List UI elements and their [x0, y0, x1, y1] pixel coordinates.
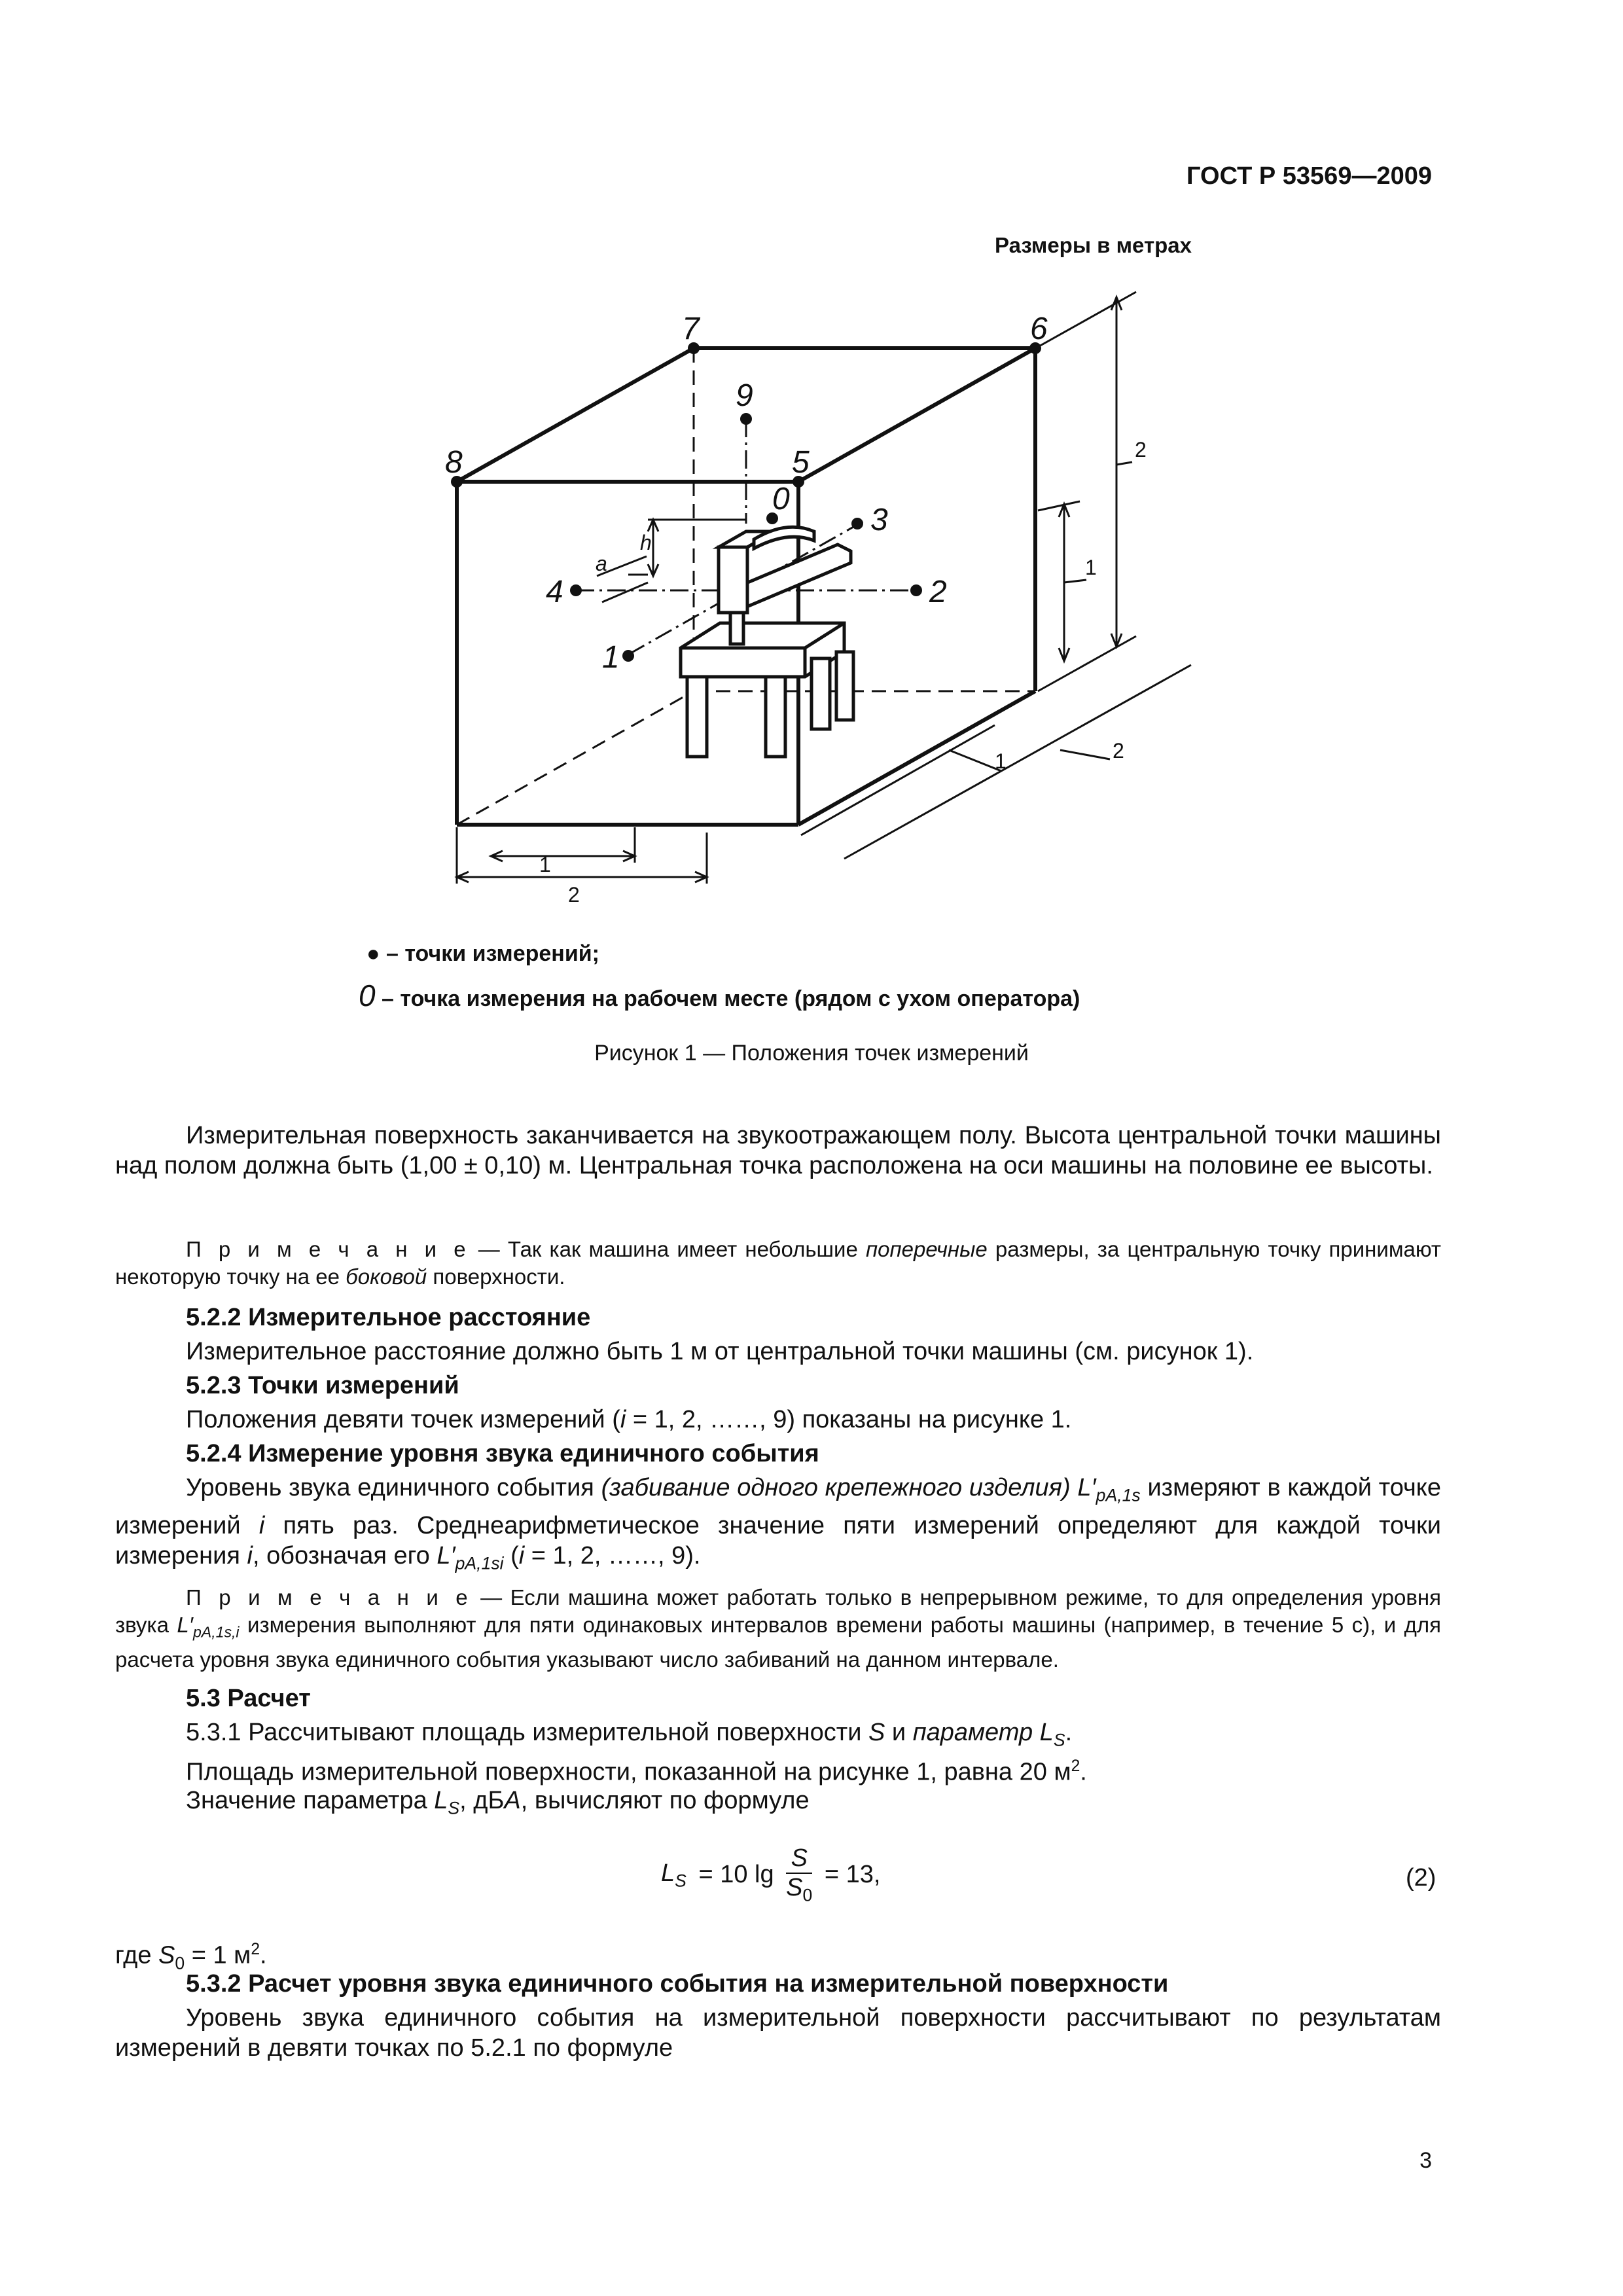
- note-1: П р и м е ч а н и е — Так как машина имеет небольшие поперечные размеры, за центральную точку принимают некоторую точку на ее боковой поверхности.: [115, 1237, 1441, 1289]
- text-5-3-1-param: Значение параметра $L_S$, дБА, вычисляют по формуле: [186, 1787, 810, 1818]
- text-5-2-2: Измерительное расстояние должно быть 1 м от центральной точки машины (см. рисунок 1).: [186, 1338, 1254, 1365]
- text-5-3-1: 5.3.1 Рассчитывают площадь измерительной поверхности S и параметр $L_S$.: [186, 1719, 1073, 1750]
- dim-label-width-1: 1: [539, 853, 551, 876]
- legend-measurement-points: ● – точки измерений;: [366, 941, 599, 966]
- dim-label-depth-2: 2: [1113, 739, 1124, 762]
- document-header: ГОСТ Р 53569—2009: [1186, 162, 1432, 190]
- point-label-5: 5: [792, 445, 810, 480]
- point-label-1: 1: [602, 640, 620, 675]
- dim-letter-a: a: [596, 552, 607, 575]
- point-label-2: 2: [929, 575, 947, 609]
- text-5-2-4: Уровень звука единичного события (забивание одного крепежного изделия) $L'_{pA,1s}$ измеряют в каждой точке измерений i пять раз. Среднеарифметическое значение пяти измерений определяют для каждой точки измерения i, обозначая его $L'_{pA,1si}$ (i = 1, 2, ……, 9).: [115, 1474, 1441, 1573]
- dot-icon: ●: [366, 941, 380, 966]
- text-5-3-1-area: Площадь измерительной поверхности, показанной на рисунке 1, равна 20 $м^2$.: [186, 1757, 1087, 1786]
- where-clause: где $S_0 = 1$ $м^2$.: [115, 1941, 267, 1973]
- point-label-4: 4: [546, 575, 563, 609]
- dimensions-note: Размеры в метрах: [995, 233, 1192, 257]
- dim-label-height-2: 2: [1135, 438, 1147, 461]
- point-label-3: 3: [870, 503, 888, 537]
- paragraph-surface: Измерительная поверхность заканчивается на звукоотражающем полу. Высота центральной точки машины над полом должна быть (1,00 ± 0,10) м. Центральная точка расположена на оси машины на половине ее высоты.: [115, 1122, 1441, 1179]
- text-5-3-2: Уровень звука единичного события на измерительной поверхности рассчитывают по результатам измерений в девяти точках по 5.2.1 по формуле: [115, 2004, 1441, 2062]
- page-number: 3: [1419, 2148, 1432, 2173]
- point-label-7: 7: [682, 312, 700, 346]
- point-label-6: 6: [1030, 312, 1048, 346]
- heading-5-2-2: 5.2.2 Измерительное расстояние: [186, 1304, 591, 1331]
- dim-label-depth-1: 1: [995, 749, 1007, 773]
- dim-letter-h: h: [640, 531, 652, 554]
- dim-label-width-2: 2: [568, 883, 580, 906]
- point-label-9: 9: [736, 378, 753, 413]
- legend-workplace-point: 0 – точка измерения на рабочем месте (рядом с ухом оператора): [359, 978, 1080, 1013]
- point-label-0: 0: [772, 482, 790, 516]
- dim-label-height-1: 1: [1085, 556, 1097, 579]
- heading-5-3-2: 5.3.2 Расчет уровня звука единичного события на измерительной поверхности: [186, 1970, 1169, 1998]
- note-2: П р и м е ч а н и е — Если машина может работать только в непрерывном режиме, то для определения уровня звука $L'_{pA,1s,i}$ измерения выполняют для пяти одинаковых интервалов времени работы машины (например, в течение 5 с), и для расчета уровня звука единичного события указывают число забиваний на данном интервале.: [115, 1585, 1441, 1672]
- heading-5-2-4: 5.2.4 Измерение уровня звука единичного события: [186, 1440, 819, 1467]
- heading-5-3: 5.3 Расчет: [186, 1685, 311, 1712]
- heading-5-2-3: 5.2.3 Точки измерений: [186, 1372, 459, 1399]
- figure-caption: Рисунок 1 — Положения точек измерений: [594, 1041, 1029, 1066]
- formula-number: (2): [1406, 1864, 1436, 1892]
- measurement-points-figure: [340, 288, 1257, 1034]
- point-label-8: 8: [445, 445, 463, 480]
- text-5-2-3: Положения девяти точек измерений (i = 1, 2, ……, 9) показаны на рисунке 1.: [186, 1406, 1072, 1433]
- formula-2: $L_S = 10$ lg $\frac{S}{S_0}$ = 13,: [661, 1844, 881, 1905]
